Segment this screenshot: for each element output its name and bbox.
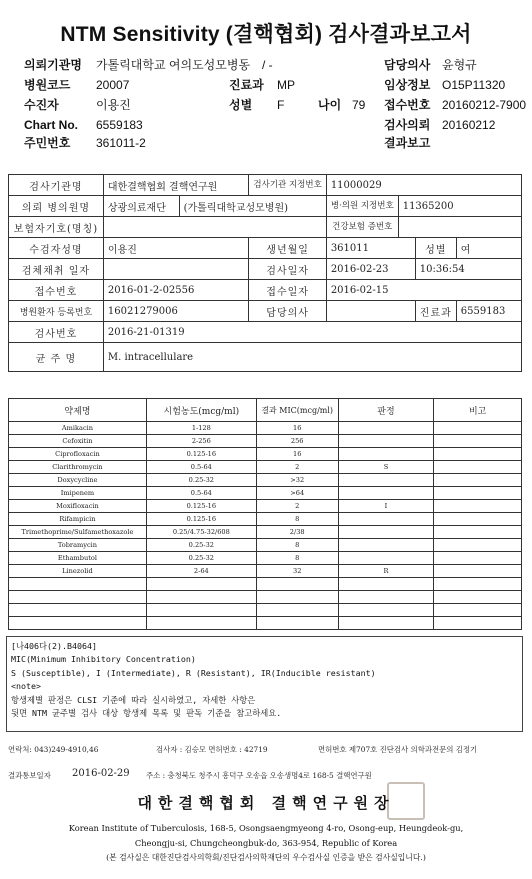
report-date: 2016-02-29 bbox=[72, 768, 130, 779]
dob: 361011 bbox=[326, 238, 415, 259]
dob-label: 생년월일 bbox=[249, 238, 326, 259]
table-row bbox=[9, 617, 522, 630]
clinical-info: O15P11320 bbox=[442, 78, 506, 92]
notes-box bbox=[6, 636, 523, 732]
table-cell: 0.5-64 bbox=[146, 461, 256, 474]
exam-org-label: 검사기관명 bbox=[9, 175, 104, 196]
table-cell bbox=[338, 513, 434, 526]
collect-date bbox=[103, 259, 249, 280]
table-cell: 0.25-32 bbox=[146, 539, 256, 552]
table-cell bbox=[434, 526, 522, 539]
table-row bbox=[9, 565, 522, 578]
note-line: [나406다(2).B4064] bbox=[11, 641, 97, 651]
ordering-org: 가톨릭대학교 여의도성모병동 bbox=[96, 58, 251, 72]
drug-table bbox=[8, 398, 522, 630]
table-cell: 256 bbox=[256, 435, 338, 448]
hospital-code: 20007 bbox=[96, 78, 130, 92]
table-cell: R bbox=[338, 565, 434, 578]
collector: 이용진 bbox=[96, 98, 131, 112]
table-cell bbox=[338, 578, 434, 591]
sex: F bbox=[277, 98, 285, 112]
table-cell: Imipenem bbox=[9, 487, 147, 500]
examiner: 검사자 : 김승모 면허번호 : 42719 bbox=[156, 745, 268, 754]
table-cell: 0.5-64 bbox=[146, 487, 256, 500]
drug-table-header: 비고 bbox=[434, 399, 522, 422]
table-cell bbox=[434, 591, 522, 604]
collector-label: 수진자 bbox=[24, 98, 59, 112]
table-cell: 0.125-16 bbox=[146, 500, 256, 513]
table-cell bbox=[338, 552, 434, 565]
table-cell bbox=[338, 591, 434, 604]
table-cell bbox=[434, 474, 522, 487]
table-cell bbox=[338, 617, 434, 630]
table-row bbox=[9, 591, 522, 604]
designated-no: 11000029 bbox=[326, 175, 521, 196]
test-time: 10:36:54 bbox=[415, 259, 521, 280]
table-row bbox=[9, 435, 522, 448]
organism: M. intracellulare bbox=[103, 343, 521, 372]
table-cell bbox=[146, 617, 256, 630]
chart-label: Chart No. bbox=[24, 118, 78, 132]
institute-address-line2: Cheongju-si, Chungcheongbuk-do, 363-954, Republic of Korea bbox=[134, 838, 398, 848]
table-row bbox=[9, 552, 522, 565]
table-cell bbox=[9, 617, 147, 630]
drug-table-header: 결과 MIC(mcg/ml) bbox=[256, 399, 338, 422]
table-cell: 0.25/4.75-32/608 bbox=[146, 526, 256, 539]
table-cell bbox=[434, 487, 522, 500]
table-cell bbox=[146, 591, 256, 604]
table-cell bbox=[256, 578, 338, 591]
insured-label: 보험자기호(명칭) bbox=[9, 217, 104, 238]
patient-label: 수검자성명 bbox=[9, 238, 104, 259]
table-cell: Linezolid bbox=[9, 565, 147, 578]
table-cell bbox=[434, 435, 522, 448]
hospital-code-label: 병원코드 bbox=[24, 78, 71, 92]
table-row bbox=[9, 578, 522, 591]
table-cell: 8 bbox=[256, 513, 338, 526]
drug-table-header: 약제명 bbox=[9, 399, 147, 422]
table-row bbox=[9, 422, 522, 435]
exam-no-label: 검사번호 bbox=[9, 322, 104, 343]
institute-name-kr: 대한결핵협회 결핵연구원장 bbox=[137, 794, 395, 812]
reg-label: 병원환자 등록번호 bbox=[9, 301, 104, 322]
table-cell: Doxycycline bbox=[9, 474, 147, 487]
table-cell bbox=[434, 422, 522, 435]
exam-org: 대한결핵협회 결핵연구원 bbox=[103, 175, 249, 196]
age: 79 bbox=[352, 98, 366, 112]
receipt-date: 2016-02-15 bbox=[326, 280, 521, 301]
table-cell bbox=[9, 604, 147, 617]
note-line: S (Susceptible), I (Intermediate), R (Resistant), IR(Inducible resistant) bbox=[11, 667, 376, 678]
table-cell: 0.125-16 bbox=[146, 448, 256, 461]
certification-note: (본 검사실은 대한진단검사의학회/진단검사의학재단의 우수검사실 인증을 받은 검사실입니다.) bbox=[106, 853, 426, 862]
table-row bbox=[9, 526, 522, 539]
table-row bbox=[9, 500, 522, 513]
table-cell: >64 bbox=[256, 487, 338, 500]
exam-no: 2016-21-01319 bbox=[103, 322, 521, 343]
patient-name: 이용진 bbox=[103, 238, 249, 259]
organism-label: 균 주 명 bbox=[9, 343, 104, 372]
table-row bbox=[9, 513, 522, 526]
table-cell bbox=[338, 474, 434, 487]
receipt-label: 접수번호 bbox=[9, 280, 104, 301]
license: 면허번호 제707호 진단검사 의학과전문의 김정기 bbox=[318, 745, 478, 754]
table-cell: 0.25-32 bbox=[146, 474, 256, 487]
table-cell bbox=[434, 513, 522, 526]
table-cell: I bbox=[338, 500, 434, 513]
table-cell bbox=[434, 539, 522, 552]
note-line: MIC(Minimum Inhibitory Concentration) bbox=[11, 654, 196, 665]
table-cell: Ethambutol bbox=[9, 552, 147, 565]
table-cell bbox=[338, 435, 434, 448]
table-cell bbox=[434, 448, 522, 461]
table-cell: 32 bbox=[256, 565, 338, 578]
table-cell: Ciprofloxacin bbox=[9, 448, 147, 461]
table-cell: 2 bbox=[256, 461, 338, 474]
table-row bbox=[9, 474, 522, 487]
table-cell bbox=[338, 604, 434, 617]
table-cell: Moxifloxacin bbox=[9, 500, 147, 513]
table-cell bbox=[434, 578, 522, 591]
table-cell: 2 bbox=[256, 500, 338, 513]
attending-label: 담당의사 bbox=[249, 301, 326, 322]
collect-date-label: 검체채취 일자 bbox=[9, 259, 104, 280]
dept-value: 6559183 bbox=[456, 301, 521, 322]
resident-no: 361011-2 bbox=[96, 136, 146, 150]
request-label: 검사의뢰 bbox=[384, 118, 431, 132]
gender: 여 bbox=[456, 238, 521, 259]
table-row bbox=[9, 539, 522, 552]
table-cell: 2-64 bbox=[146, 565, 256, 578]
table-cell: >32 bbox=[256, 474, 338, 487]
drug-table-header: 판정 bbox=[338, 399, 434, 422]
table-cell bbox=[434, 565, 522, 578]
referring-label: 의뢰 병의원명 bbox=[9, 196, 104, 217]
health-card-value bbox=[398, 217, 521, 238]
table-cell: Trimethoprime/Sulfamethoxazole bbox=[9, 526, 147, 539]
receipt-date-label: 접수일자 bbox=[249, 280, 326, 301]
dept-label: 진료과 bbox=[415, 301, 456, 322]
table-row bbox=[9, 487, 522, 500]
table-cell bbox=[338, 422, 434, 435]
table-row bbox=[9, 461, 522, 474]
table-cell: 16 bbox=[256, 422, 338, 435]
health-card-label: 건강보험 증번호 bbox=[326, 217, 398, 238]
table-cell: 8 bbox=[256, 539, 338, 552]
table-cell bbox=[338, 526, 434, 539]
note-line: 뒷면 NTM 균주별 검사 대상 항생제 목록 및 판독 기준을 참고하세요. bbox=[11, 708, 282, 719]
table-cell bbox=[146, 604, 256, 617]
table-cell bbox=[434, 461, 522, 474]
table-cell: 8 bbox=[256, 552, 338, 565]
table-cell: Amikacin bbox=[9, 422, 147, 435]
table-cell: 0.25-32 bbox=[146, 552, 256, 565]
table-cell: 16 bbox=[256, 448, 338, 461]
table-cell bbox=[434, 552, 522, 565]
address: 주소 : 충청북도 청주시 흥덕구 오송읍 오송생명4로 168-5 결핵연구원 bbox=[146, 771, 372, 780]
attending-value bbox=[326, 301, 415, 322]
report-date-label: 결과통보일자 bbox=[8, 771, 51, 780]
table-row bbox=[9, 604, 522, 617]
referring-note: (가톨릭대학교성모병원) bbox=[179, 196, 326, 217]
table-cell: 2/38 bbox=[256, 526, 338, 539]
request-date: 20160212 bbox=[442, 118, 496, 132]
table-cell: Cefoxitin bbox=[9, 435, 147, 448]
table-row bbox=[9, 448, 522, 461]
chart-no: 6559183 bbox=[96, 118, 143, 132]
table-cell bbox=[338, 448, 434, 461]
test-date-label: 검사일자 bbox=[249, 259, 326, 280]
table-cell: Clarithromycin bbox=[9, 461, 147, 474]
table-cell bbox=[338, 487, 434, 500]
table-cell: Rifampicin bbox=[9, 513, 147, 526]
table-cell: S bbox=[338, 461, 434, 474]
ordering-org-label: 의뢰기관명 bbox=[24, 58, 82, 72]
note-line: 항생제별 판정은 CLSI 기준에 따라 실시하였고, 자세한 사항은 bbox=[11, 694, 256, 705]
table-cell bbox=[9, 591, 147, 604]
table-cell bbox=[256, 604, 338, 617]
receipt-no-label: 접수번호 bbox=[384, 98, 431, 112]
table-cell bbox=[338, 539, 434, 552]
info-table bbox=[8, 174, 522, 372]
table-cell bbox=[9, 578, 147, 591]
sex-label: 성별 bbox=[229, 98, 253, 112]
contact: 연락처: 043)249-4910,46 bbox=[8, 745, 99, 754]
receipt-no: 20160212-7900 bbox=[442, 98, 527, 112]
table-cell bbox=[434, 617, 522, 630]
table-cell: Tobramycin bbox=[9, 539, 147, 552]
table-cell bbox=[146, 578, 256, 591]
department: MP bbox=[277, 78, 295, 92]
institute-address-line1: Korean Institute of Tuberculosis, 168-5, Osongsaengmyeong 4-ro, Osong-eup, Heungdeok-gu, bbox=[68, 823, 464, 833]
department-label: 진료과 bbox=[229, 78, 264, 92]
drug-table-header: 시험농도(mcg/ml) bbox=[146, 399, 256, 422]
designated-no-label: 검사기관 지정번호 bbox=[249, 175, 326, 196]
header-dash: / - bbox=[262, 58, 273, 72]
table-cell: 2-256 bbox=[146, 435, 256, 448]
table-cell: 0.125-16 bbox=[146, 513, 256, 526]
gender-label: 성별 bbox=[415, 238, 456, 259]
table-cell: 1-128 bbox=[146, 422, 256, 435]
test-date: 2016-02-23 bbox=[326, 259, 415, 280]
receipt-number: 2016-01-2-02556 bbox=[103, 280, 249, 301]
doctor-label: 담당의사 bbox=[384, 58, 431, 72]
note-line: <note> bbox=[11, 681, 41, 692]
table-cell bbox=[256, 591, 338, 604]
reg-number: 16021279006 bbox=[103, 301, 249, 322]
doctor: 윤형규 bbox=[442, 58, 477, 72]
table-cell bbox=[434, 500, 522, 513]
table-cell bbox=[434, 604, 522, 617]
table-cell bbox=[256, 617, 338, 630]
age-label: 나이 bbox=[318, 98, 342, 112]
clinic-no-label: 병·의원 지정번호 bbox=[326, 196, 398, 217]
resident-label: 주민번호 bbox=[24, 136, 71, 150]
referring: 상광의료재단 bbox=[103, 196, 179, 217]
report-label: 결과보고 bbox=[384, 136, 431, 150]
report-title: NTM Sensitivity (결핵협회) 검사결과보고서 bbox=[60, 23, 472, 46]
insured-value bbox=[103, 217, 326, 238]
clinic-no: 11365200 bbox=[398, 196, 521, 217]
clinical-info-label: 임상정보 bbox=[384, 78, 431, 92]
